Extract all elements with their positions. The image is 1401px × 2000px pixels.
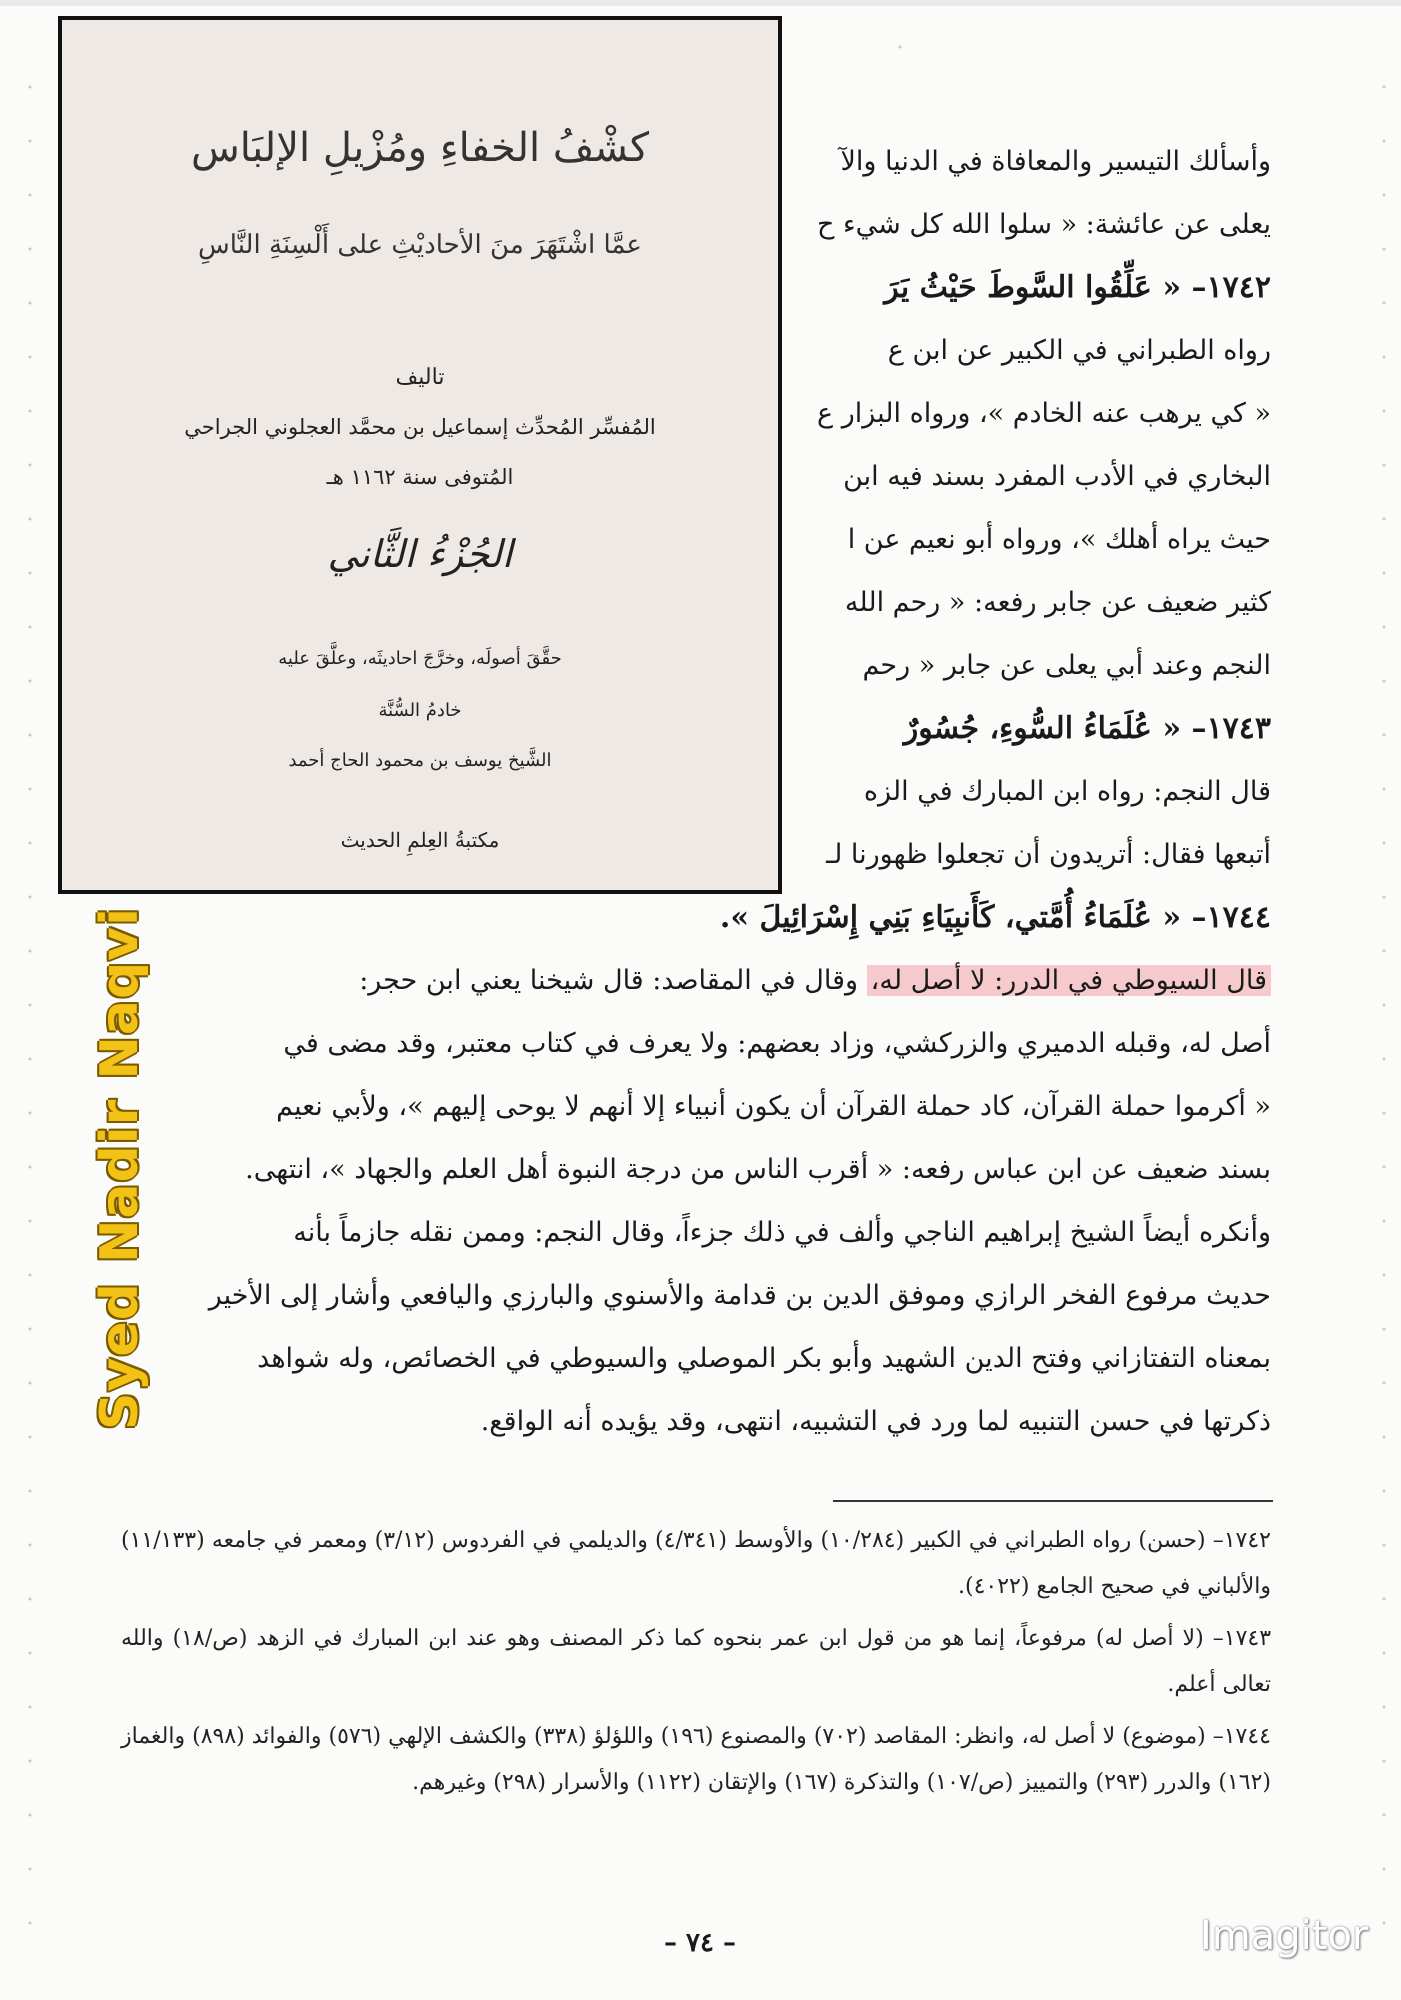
cover-title: كشْفُ الخفاءِ ومُزْيلِ الإلبَاس <box>190 125 650 171</box>
text-line: كثير ضعيف عن جابر رفعه: « رحم الله <box>844 587 1271 618</box>
watermark-brand: Imagitor <box>1200 1913 1369 1959</box>
text-line: ذكرتها في حسن التنبيه لما ورد في التشبيه، انتهى، وقد يؤيده أنه الواقع. <box>480 1406 1271 1437</box>
top-rule <box>0 0 1401 6</box>
hadith-1744-title: ١٧٤٤– « عُلَمَاءُ أُمَّتي، كَأَنبِيَاءِ بَنِي إِسْرَائِيلَ ». <box>719 900 1271 935</box>
text-fragment: وقال في المقاصد: قال شيخنا يعني ابن حجر: <box>359 965 867 996</box>
cover-editor-name: الشَّيخ يوسف بن محمود الحاج أحمد <box>288 750 552 771</box>
hadith-1742-title: ١٧٤٢– « عَلِّقُوا السَّوطَ حَيْثُ يَرَ <box>884 270 1271 305</box>
cover-volume: الجُزْءُ الثَّاني <box>327 532 513 576</box>
page-number: – ٧٤ – <box>663 1928 737 1958</box>
text-line: البخاري في الأدب المفرد بسند فيه ابن <box>843 461 1271 492</box>
text-line: وأنكره أيضاً الشيخ إبراهيم الناجي وألف في ذلك جزءاً، وقال النجم: وممن نقله جازماً بأنه <box>293 1217 1271 1248</box>
cover-editor-title: خادمُ السُّنَّة <box>378 700 462 721</box>
text-line: « كي يرهب عنه الخادم »، ورواه البزار ع <box>817 398 1271 429</box>
cover-editor-credit: حقَّقَ أصولَه، وخرَّجَ احاديثَه، وعلَّقَ عليه <box>278 648 562 669</box>
dot-column-right <box>1382 60 1386 1940</box>
book-cover-inset <box>58 16 782 894</box>
dot-column-left <box>28 60 32 1940</box>
cover-author: المُفسِّر المُحدِّث إسماعيل بن محمَّد العجلوني الجراحي <box>184 415 656 439</box>
text-line: « أكرموا حملة القرآن، كاد حملة القرآن أن يكون أنبياء إلا أنهم لا يوحى إليهم »، ولأبي نعيم <box>276 1091 1271 1122</box>
footnote-1744: ١٧٤٤– (موضوع) لا أصل له، وانظر: المقاصد (٧٠٢) والمصنوع (١٩٦) واللؤلؤ (٣٣٨) والكشف الإلهي (٥٧٦) والفوائد (٨٩٨) والغماز (١٦٢) والدرر (٢٩٣) والتمييز (ص/١٠٧) والتذكرة (١٦٧) والإتقان (١١٢٢) والأسرار (٢٩٨) وغيرهم. <box>121 1724 1271 1795</box>
cover-subtitle: عمَّا اشْتَهَرَ منَ الأحاديْثِ على أَلْسِنَةِ النَّاسِ <box>198 230 642 260</box>
text-line: قال النجم: رواه ابن المبارك في الزه <box>863 776 1271 807</box>
text-line: أتبعها فقال: أتريدون أن تجعلوا ظهورنا لـ <box>826 839 1271 870</box>
text-line: بمعناه التفتازاني وفتح الدين الشهيد وأبو بكر الموصلي والسيوطي في الخصائص، وله شواهد <box>257 1343 1271 1374</box>
cover-authorship-label: تاليف <box>395 365 445 390</box>
text-line: رواه الطبراني في الكبير عن ابن ع <box>887 335 1271 366</box>
text-line: يعلى عن عائشة: « سلوا الله كل شيء ح <box>816 209 1271 240</box>
cover-death-year: المُتوفى سنة ١١٦٢ هـ <box>326 465 514 489</box>
highlighted-phrase: قال السيوطي في الدرر: لا أصل له، <box>867 965 1271 996</box>
hadith-1743-title: ١٧٤٣– « عُلَمَاءُ السُّوءِ، جُسُورٌ <box>903 711 1271 746</box>
text-line: النجم وعند أبي يعلى عن جابر « رحم <box>862 650 1271 681</box>
footnote-1742: ١٧٤٢– (حسن) رواه الطبراني في الكبير (١٠/٢٨٤) والأوسط (٤/٣٤١) والديلمي في الفردوس (٣/١٢) ومعمر في جامعه (١١/١٣٣) والألباني في صحيح الجامع (٤٠٢٢). <box>121 1528 1271 1599</box>
text-line: أصل له، وقبله الدميري والزركشي، وزاد بعضهم: ولا يعرف في كتاب معتبر، وقد مضى في <box>283 1028 1271 1059</box>
footnotes <box>121 1518 1271 1812</box>
footnote-rule <box>833 1500 1273 1502</box>
text-line: حيث يراه أهلك »، ورواه أبو نعيم عن ا <box>847 524 1271 555</box>
text-line: حديث مرفوع الفخر الرازي وموفق الدين بن قدامة والأسنوي والبارزي واليافعي وأشار إلى الأخير <box>208 1280 1271 1311</box>
cover-publisher: مكتبةُ العِلمِ الحديث <box>340 828 500 852</box>
dot-column-middle <box>898 20 902 80</box>
text-line: بسند ضعيف عن ابن عباس رفعه: « أقرب الناس من درجة النبوة أهل العلم والجهاد »، انتهى. <box>245 1154 1271 1185</box>
footnote-1743: ١٧٤٣– (لا أصل له) مرفوعاً، إنما هو من قول ابن عمر بنحوه كما ذكر المصنف وهو عند ابن المبارك في الزهد (ص/١٨) والله تعالى أعلم. <box>121 1626 1272 1697</box>
text-line <box>121 949 1271 1012</box>
text-line: وأسألك التيسير والمعافاة في الدنيا والآ <box>840 146 1271 177</box>
watermark-name: Syed Nadir Naqvi <box>90 907 150 1430</box>
